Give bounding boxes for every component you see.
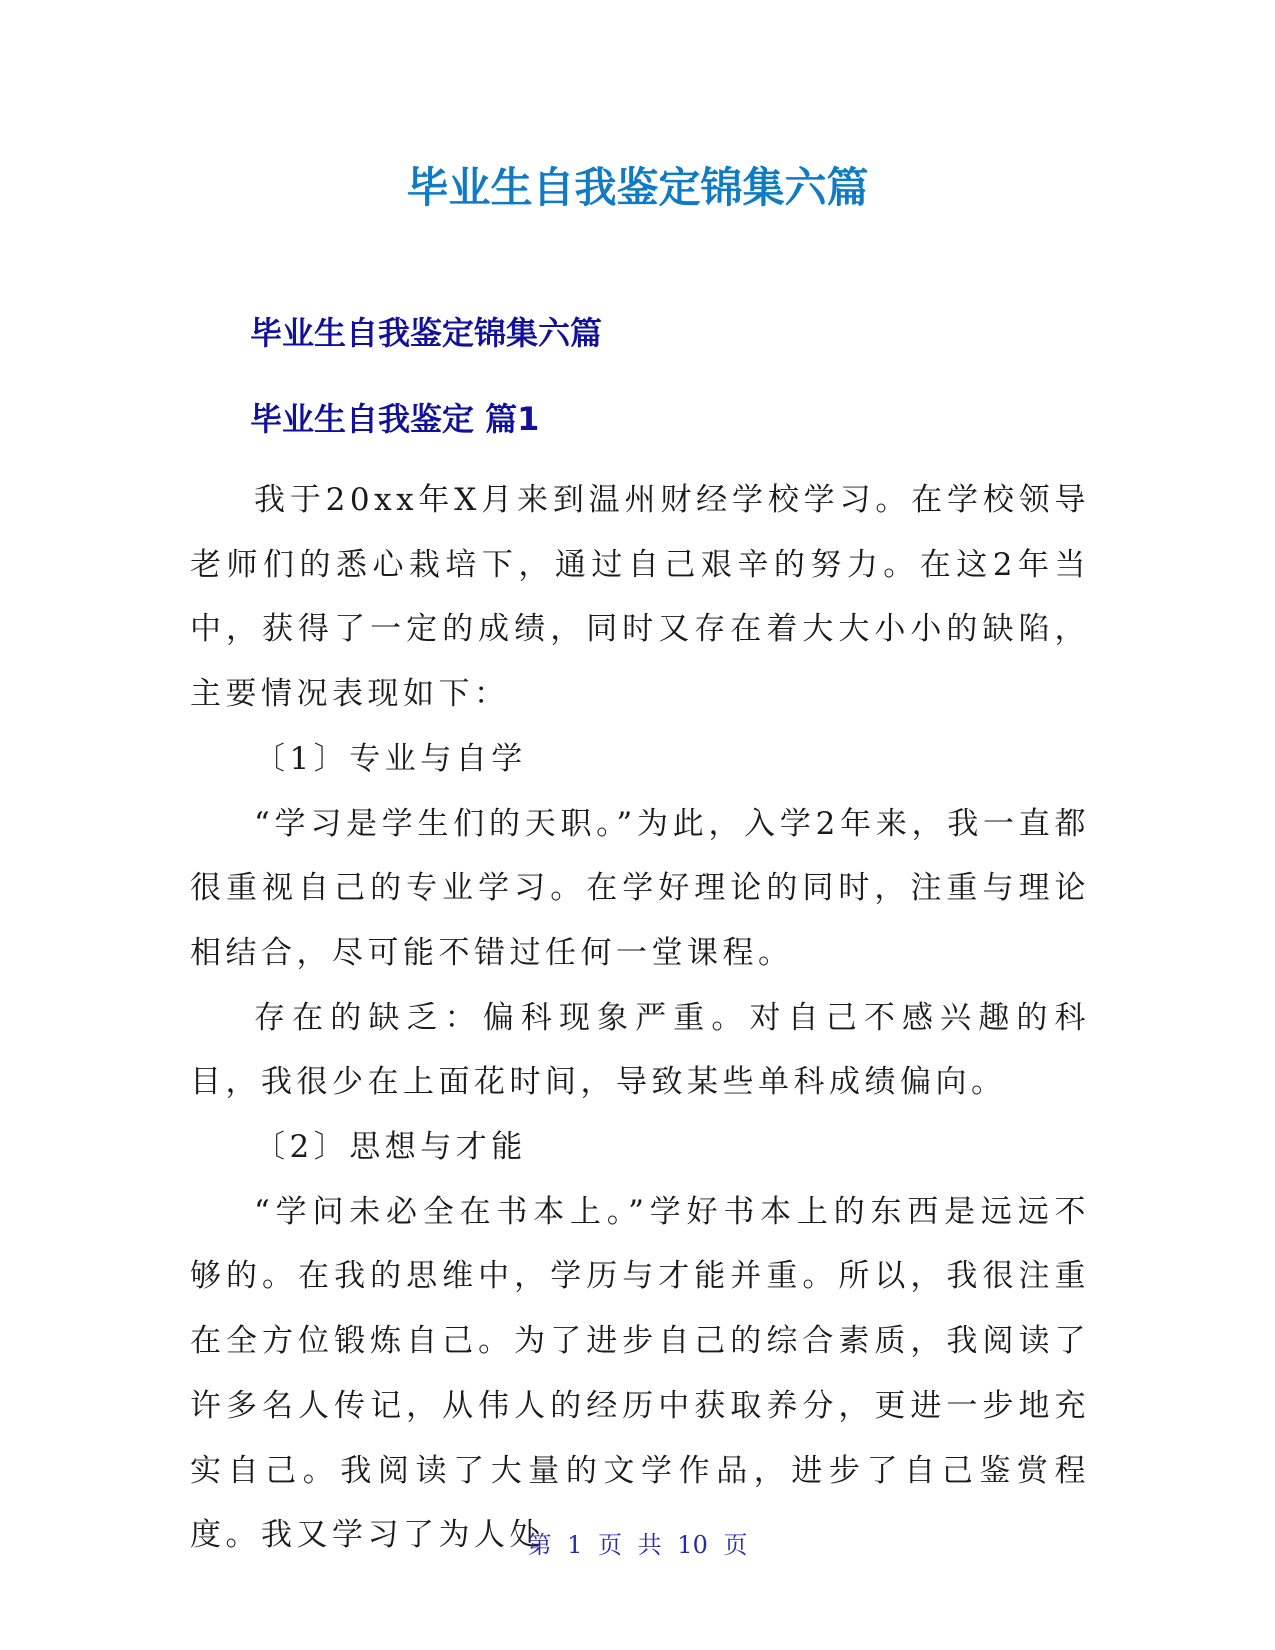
body-text	[190, 468, 1090, 1568]
paragraph-study: “学习是学生们的天职。”为此，入学2年来，我一直都很重视自己的专业学习。在学好理论的同时，注重与理论相结合，尽可能不错过任何一堂课程。	[190, 805, 1090, 971]
section-heading-part1: 毕业生自我鉴定 篇1	[250, 400, 540, 438]
page-footer: 第 1 页 共 10 页	[527, 1531, 748, 1559]
paragraph-intro: 我于20xx年X月来到温州财经学校学习。在学校领导老师们的悉心栽培下，通过自己艰辛的努力。在这2年当中，获得了一定的成绩，同时又存在着大大小小的缺陷，主要情况表现如下：	[190, 482, 1090, 713]
collection-heading: 毕业生自我鉴定锦集六篇	[250, 314, 603, 352]
document-title: 毕业生自我鉴定锦集六篇	[406, 163, 869, 212]
paragraph-ability: “学问未必全在书本上。”学好书本上的东西是远远不够的。在我的思维中，学历与才能并重。所以，我很注重在全方位锻炼自己。为了进步自己的综合素质，我阅读了许多名人传记，从伟人的经历中获取养分，更进一步地充实自己。我阅读了大量的文学作品，进步了自己鉴赏程度。我又学习了为人处	[190, 1193, 1090, 1554]
paragraph-subheading-1: 〔1〕专业与自学	[254, 740, 527, 777]
paragraph-subheading-2: 〔2〕思想与才能	[254, 1129, 527, 1166]
paragraph-shortcoming: 存在的缺乏：偏科现象严重。对自己不感兴趣的科目，我很少在上面花时间，导致某些单科成绩偏向。	[190, 999, 1090, 1101]
